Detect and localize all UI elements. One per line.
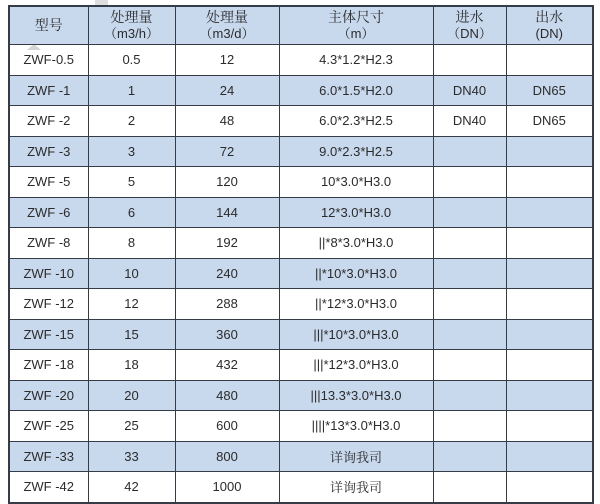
table-cell: ZWF -3: [9, 136, 88, 167]
table-cell: 240: [175, 258, 279, 289]
column-header-title: 主体尺寸: [328, 8, 384, 25]
table-row: [9, 228, 593, 259]
spec-table: [8, 5, 594, 504]
table-cell: 3: [88, 136, 175, 167]
table-row: [9, 167, 593, 198]
table-cell: [506, 350, 593, 381]
table-cell: 192: [175, 228, 279, 259]
table-row: [9, 380, 593, 411]
table-cell: [433, 197, 506, 228]
table-cell: [506, 472, 593, 503]
table-cell: 6: [88, 197, 175, 228]
table-cell: [433, 228, 506, 259]
table-cell: [506, 228, 593, 259]
column-header: [9, 6, 88, 45]
column-header-unit: （m）: [337, 26, 375, 42]
column-header-title: 进水: [455, 8, 484, 25]
table-cell: [433, 319, 506, 350]
table-cell: ZWF -33: [9, 441, 88, 472]
table-cell: 20: [88, 380, 175, 411]
column-header-unit: (DN): [535, 26, 563, 42]
column-header: [433, 6, 506, 45]
table-cell: [506, 319, 593, 350]
table-cell: 288: [175, 289, 279, 320]
table-cell: [506, 380, 593, 411]
table-cell: 详询我司: [279, 441, 433, 472]
table-row: [9, 75, 593, 106]
table-cell: ZWF -8: [9, 228, 88, 259]
column-header: [175, 6, 279, 45]
column-header-unit: （DN）: [447, 26, 492, 42]
table-cell: 144: [175, 197, 279, 228]
table-cell: |||13.3*3.0*H3.0: [279, 380, 433, 411]
table-cell: 18: [88, 350, 175, 381]
table-cell: 5: [88, 167, 175, 198]
table-cell: 48: [175, 106, 279, 137]
table-header: [9, 6, 593, 45]
table-cell: 360: [175, 319, 279, 350]
table-cell: 1: [88, 75, 175, 106]
table-cell: |||*12*3.0*H3.0: [279, 350, 433, 381]
table-cell: [506, 411, 593, 442]
table-cell: [506, 441, 593, 472]
table-cell: [506, 197, 593, 228]
table-cell: 432: [175, 350, 279, 381]
table-cell: [433, 350, 506, 381]
table-cell: ZWF -12: [9, 289, 88, 320]
table-row: [9, 411, 593, 442]
table-cell: ||*12*3.0*H3.0: [279, 289, 433, 320]
table-cell: [506, 258, 593, 289]
table-body: [9, 45, 593, 503]
column-header: [88, 6, 175, 45]
table-row: [9, 472, 593, 503]
header-row: [9, 6, 593, 45]
table-cell: 12: [175, 45, 279, 76]
table-cell: [433, 441, 506, 472]
table-cell: 600: [175, 411, 279, 442]
table-row: [9, 45, 593, 76]
table-cell: 480: [175, 380, 279, 411]
table-cell: DN65: [506, 106, 593, 137]
table-cell: 15: [88, 319, 175, 350]
table-cell: 8: [88, 228, 175, 259]
table-cell: ZWF -20: [9, 380, 88, 411]
table-cell: 1000: [175, 472, 279, 503]
table-cell: 800: [175, 441, 279, 472]
table-cell: 12: [88, 289, 175, 320]
table-cell: DN65: [506, 75, 593, 106]
table-cell: 2: [88, 106, 175, 137]
table-cell: ||*10*3.0*H3.0: [279, 258, 433, 289]
table-cell: [433, 289, 506, 320]
table-cell: ||*8*3.0*H3.0: [279, 228, 433, 259]
table-cell: ZWF -1: [9, 75, 88, 106]
table-cell: [433, 167, 506, 198]
table-cell: ZWF -6: [9, 197, 88, 228]
table-cell: ZWF -42: [9, 472, 88, 503]
table-cell: [433, 136, 506, 167]
table-cell: DN40: [433, 106, 506, 137]
table-cell: 详询我司: [279, 472, 433, 503]
table-cell: ZWF -15: [9, 319, 88, 350]
table-cell: [433, 45, 506, 76]
column-header-title: 出水: [535, 8, 564, 25]
table-cell: 120: [175, 167, 279, 198]
table-cell: 9.0*2.3*H2.5: [279, 136, 433, 167]
table-row: [9, 441, 593, 472]
table-cell: DN40: [433, 75, 506, 106]
table-cell: |||*10*3.0*H3.0: [279, 319, 433, 350]
table-cell: [506, 289, 593, 320]
table-cell: 12*3.0*H3.0: [279, 197, 433, 228]
table-row: [9, 136, 593, 167]
table-cell: [433, 472, 506, 503]
table-cell: 10: [88, 258, 175, 289]
column-header-title: 处理量: [110, 8, 153, 25]
column-header-unit: （m3/d）: [199, 26, 255, 42]
column-header: [279, 6, 433, 45]
table-row: [9, 350, 593, 381]
table-cell: 10*3.0*H3.0: [279, 167, 433, 198]
table-cell: ZWF -5: [9, 167, 88, 198]
table-cell: 25: [88, 411, 175, 442]
table-cell: 33: [88, 441, 175, 472]
table-cell: 24: [175, 75, 279, 106]
table-cell: ZWF -10: [9, 258, 88, 289]
table-cell: ZWF -25: [9, 411, 88, 442]
table-cell: 6.0*1.5*H2.0: [279, 75, 433, 106]
table-cell: ZWF -18: [9, 350, 88, 381]
table-cell: 0.5: [88, 45, 175, 76]
table-row: [9, 289, 593, 320]
table-cell: 6.0*2.3*H2.5: [279, 106, 433, 137]
table-cell: [433, 258, 506, 289]
table-cell: ZWF-0.5: [9, 45, 88, 76]
table-cell: 72: [175, 136, 279, 167]
table-row: [9, 258, 593, 289]
table-cell: 42: [88, 472, 175, 503]
table-cell: ZWF -2: [9, 106, 88, 137]
column-header-title: 型号: [34, 17, 63, 34]
table-cell: [506, 45, 593, 76]
table-cell: [506, 167, 593, 198]
table-cell: ||||*13*3.0*H3.0: [279, 411, 433, 442]
table-row: [9, 197, 593, 228]
table-cell: 4.3*1.2*H2.3: [279, 45, 433, 76]
table-cell: [506, 136, 593, 167]
column-header-title: 处理量: [206, 8, 248, 25]
table-row: [9, 319, 593, 350]
table-row: [9, 106, 593, 137]
column-header-unit: （m3/h）: [104, 26, 159, 42]
table-cell: [433, 380, 506, 411]
column-header: [506, 6, 593, 45]
table-cell: [433, 411, 506, 442]
